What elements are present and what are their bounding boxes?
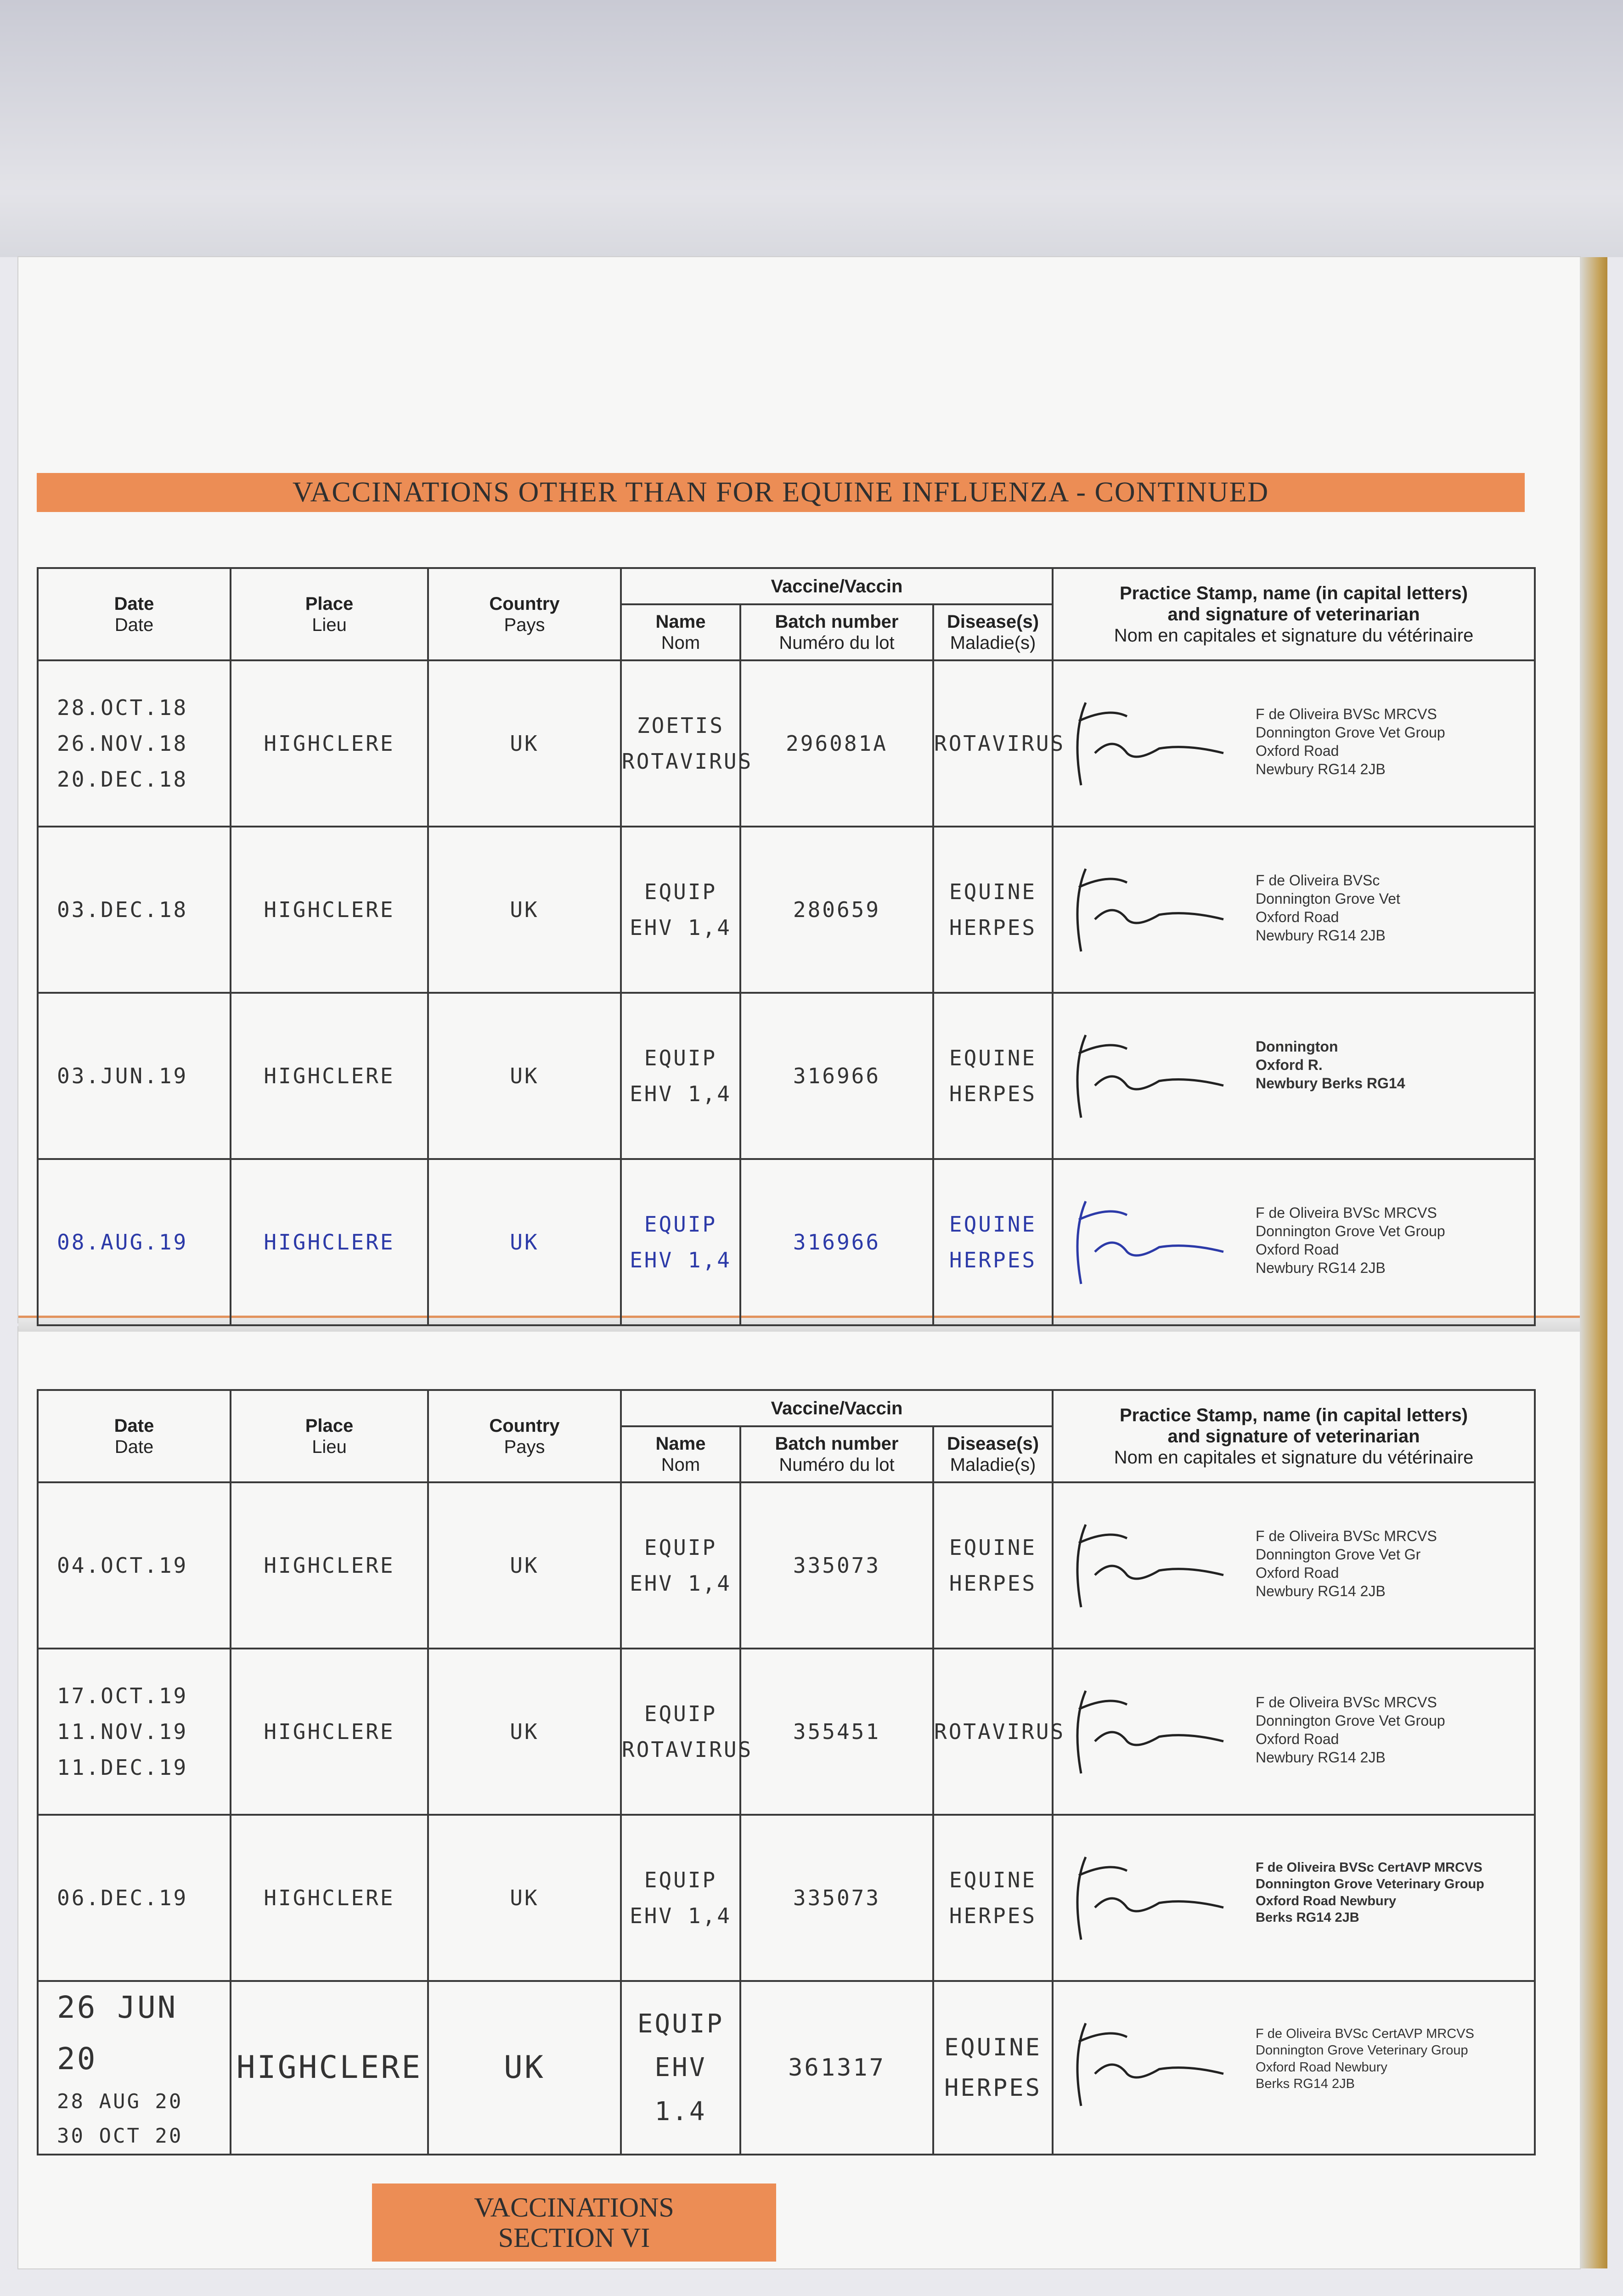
practice-stamp: F de Oliveira BVSc MRCVS Donnington Grove Vet Group Oxford Road Newbury RG14 2JB xyxy=(1256,706,1445,777)
table-row xyxy=(38,1649,1535,1815)
book-edge xyxy=(1580,257,1607,2268)
stamp-cell xyxy=(1053,827,1535,993)
header-country: Country Pays xyxy=(428,1390,621,1482)
vaccine-name-cell: EQUIP EHV 1,4 xyxy=(621,1815,740,1981)
header-batch: Batch number Numéro du lot xyxy=(740,1426,933,1482)
vaccine-name-cell: EQUIP EHV 1,4 xyxy=(621,993,740,1159)
disease-cell: EQUINE HERPES xyxy=(933,1815,1053,1981)
disease-cell: EQUINE HERPES xyxy=(933,827,1053,993)
country-cell: UK xyxy=(428,1815,621,1981)
header-place: Place Lieu xyxy=(231,568,428,660)
disease-cell: EQUINE HERPES xyxy=(933,1159,1053,1325)
disease-cell: EQUINE HERPES xyxy=(933,993,1053,1159)
header-name: Name Nom xyxy=(621,604,740,660)
footer-line-1: VACCINATIONS xyxy=(474,2192,674,2223)
batch-cell: 335073 xyxy=(740,1482,933,1649)
batch-cell: 355451 xyxy=(740,1649,933,1815)
table-row xyxy=(38,827,1535,993)
vaccination-table-upper xyxy=(37,567,1536,1326)
date-cell: 04.OCT.19 xyxy=(38,1482,231,1649)
section-footer-tab xyxy=(372,2183,776,2262)
date-cell: 28.OCT.18 26.NOV.18 20.DEC.18 xyxy=(38,660,231,827)
place-cell: HIGHCLERE xyxy=(231,1815,428,1981)
stamp-cell xyxy=(1053,1482,1535,1649)
country-cell: UK xyxy=(428,1649,621,1815)
signature-icon xyxy=(1067,1515,1233,1616)
signature-icon xyxy=(1067,860,1233,961)
header-date: Date Date xyxy=(38,568,231,660)
batch-cell: 316966 xyxy=(740,993,933,1159)
table-row xyxy=(38,1482,1535,1649)
header-name: Name Nom xyxy=(621,1426,740,1482)
table-row xyxy=(38,1981,1535,2155)
disease-cell: EQUINE HERPES xyxy=(933,1981,1053,2155)
batch-cell: 296081A xyxy=(740,660,933,827)
country-cell: UK xyxy=(428,660,621,827)
date-cell: 08.AUG.19 xyxy=(38,1159,231,1325)
batch-cell: 361317 xyxy=(740,1981,933,2155)
stamp-cell xyxy=(1053,1649,1535,1815)
vaccine-name-cell: EQUIP EHV 1,4 xyxy=(621,1159,740,1325)
place-cell: HIGHCLERE xyxy=(231,993,428,1159)
table-row xyxy=(38,1815,1535,1981)
stamp-cell xyxy=(1053,993,1535,1159)
header-stamp: Practice Stamp, name (in capital letters) and signature of veterinarian Nom en capitales et signature du vétérinaire xyxy=(1053,568,1535,660)
section-banner: VACCINATIONS OTHER THAN FOR EQUINE INFLUENZA - CONTINUED xyxy=(37,473,1525,512)
stamp-cell xyxy=(1053,1815,1535,1981)
place-cell: HIGHCLERE xyxy=(231,1649,428,1815)
date-cell: 17.OCT.19 11.NOV.19 11.DEC.19 xyxy=(38,1649,231,1815)
scan-background xyxy=(0,0,1623,257)
disease-cell: EQUINE HERPES xyxy=(933,1482,1053,1649)
batch-cell: 335073 xyxy=(740,1815,933,1981)
header-place: Place Lieu xyxy=(231,1390,428,1482)
practice-stamp: Donnington Oxford R. Newbury Berks RG14 xyxy=(1256,1038,1405,1092)
table-row xyxy=(38,660,1535,827)
place-cell: HIGHCLERE xyxy=(231,1482,428,1649)
signature-icon xyxy=(1067,1682,1233,1783)
stamp-cell xyxy=(1053,1981,1535,2155)
header-disease: Disease(s) Maladie(s) xyxy=(933,604,1053,660)
practice-stamp: F de Oliveira BVSc MRCVS Donnington Grove Vet Group Oxford Road Newbury RG14 2JB xyxy=(1256,1204,1445,1276)
table-row xyxy=(38,993,1535,1159)
stamp-cell xyxy=(1053,1159,1535,1325)
date-cell: 26 JUN 20 28 AUG 20 30 OCT 20 xyxy=(38,1981,231,2155)
practice-stamp: F de Oliveira BVSc MRCVS Donnington Grove Vet Gr Oxford Road Newbury RG14 2JB xyxy=(1256,1528,1437,1599)
stamp-cell xyxy=(1053,660,1535,827)
header-vaccine: Vaccine/Vaccin xyxy=(621,568,1053,604)
disease-cell: ROTAVIRUS xyxy=(933,1649,1053,1815)
place-cell: HIGHCLERE xyxy=(231,827,428,993)
date-cell: 03.DEC.18 xyxy=(38,827,231,993)
place-cell: HIGHCLERE xyxy=(231,1981,428,2155)
practice-stamp: F de Oliveira BVSc CertAVP MRCVS Donnington Grove Veterinary Group Oxford Road Newbury Berks RG14 2JB xyxy=(1256,2026,1474,2091)
vaccine-name-cell: EQUIP EHV 1.4 xyxy=(621,1981,740,2155)
signature-icon xyxy=(1067,1026,1233,1127)
country-cell: UK xyxy=(428,993,621,1159)
country-cell: UK xyxy=(428,827,621,993)
practice-stamp: F de Oliveira BVSc Donnington Grove Vet Oxford Road Newbury RG14 2JB xyxy=(1256,872,1400,944)
country-cell: UK xyxy=(428,1159,621,1325)
vaccine-name-cell: EQUIP EHV 1,4 xyxy=(621,827,740,993)
batch-cell: 316966 xyxy=(740,1159,933,1325)
disease-cell: ROTAVIRUS xyxy=(933,660,1053,827)
place-cell: HIGHCLERE xyxy=(231,1159,428,1325)
country-cell: UK xyxy=(428,1482,621,1649)
vaccination-table-lower xyxy=(37,1389,1536,2155)
vaccine-name-cell: EQUIP ROTAVIRUS xyxy=(621,1649,740,1815)
signature-icon xyxy=(1067,2014,1233,2115)
date-cell: 03.JUN.19 xyxy=(38,993,231,1159)
header-batch: Batch number Numéro du lot xyxy=(740,604,933,660)
signature-icon xyxy=(1067,1192,1233,1293)
date-cell: 06.DEC.19 xyxy=(38,1815,231,1981)
table-row xyxy=(38,1159,1535,1325)
practice-stamp: F de Oliveira BVSc MRCVS Donnington Grove Vet Group Oxford Road Newbury RG14 2JB xyxy=(1256,1694,1445,1766)
header-stamp: Practice Stamp, name (in capital letters) and signature of veterinarian Nom en capitales et signature du vétérinaire xyxy=(1053,1390,1535,1482)
batch-cell: 280659 xyxy=(740,827,933,993)
practice-stamp: F de Oliveira BVSc CertAVP MRCVS Donnington Grove Veterinary Group Oxford Road Newbury Berks RG14 2JB xyxy=(1256,1860,1484,1925)
header-disease: Disease(s) Maladie(s) xyxy=(933,1426,1053,1482)
footer-line-2: SECTION VI xyxy=(498,2223,650,2253)
country-cell: UK xyxy=(428,1981,621,2155)
vaccine-name-cell: ZOETIS ROTAVIRUS xyxy=(621,660,740,827)
header-date: Date Date xyxy=(38,1390,231,1482)
signature-icon xyxy=(1067,693,1233,794)
vaccine-name-cell: EQUIP EHV 1,4 xyxy=(621,1482,740,1649)
signature-icon xyxy=(1067,1848,1233,1949)
place-cell: HIGHCLERE xyxy=(231,660,428,827)
header-country: Country Pays xyxy=(428,568,621,660)
header-vaccine: Vaccine/Vaccin xyxy=(621,1390,1053,1426)
